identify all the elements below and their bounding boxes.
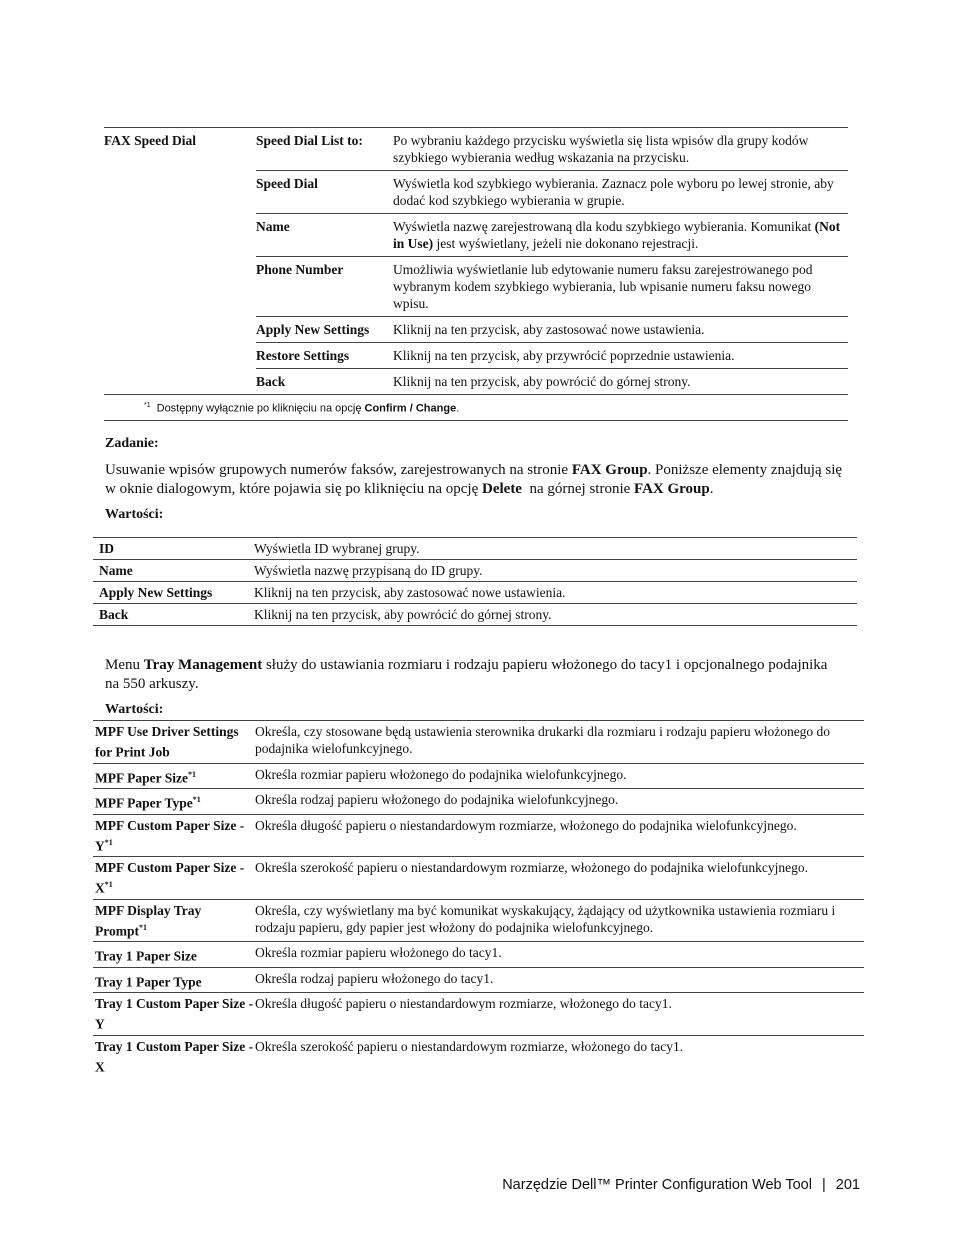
row-value: Kliknij na ten przycisk, aby powrócić do górnej strony. [393,369,848,395]
footnote-mark: *1 [187,769,196,779]
table-row [93,721,864,764]
footnote-mark: *1 [144,402,151,409]
row-value: Kliknij na ten przycisk, aby przywrócić poprzednie ustawienia. [393,343,848,369]
row-key [93,993,255,1036]
row-key [93,942,255,968]
row-key: Restore Settings [256,343,393,369]
table-row [93,763,864,789]
key-text: MPF Custom Paper Size - X [95,860,245,896]
key-text: MPF Use Driver Settings for Print Job [95,724,239,760]
task-paragraph [105,461,845,499]
row-key: Back [93,604,254,626]
footnote-text: Dostępny wyłącznie po kliknięciu na opcję [156,402,365,415]
row-value: Określa, czy stosowane będą ustawienia sterownika drukarki dla rozmiaru i rodzaju papieru włożonego do podajnika wielofunkcyjnego. [255,721,864,764]
row-key: Apply New Settings [256,317,393,343]
fax-speed-dial-table [104,127,848,421]
row-key [93,899,255,942]
table-row [104,128,848,171]
bold-text: FAX Group [571,462,648,478]
value-bold: (Not in Use) [393,219,841,251]
key-text: MPF Paper Type [95,795,193,811]
footnote-mark: *1 [104,880,113,889]
row-key: Speed Dial [256,171,393,214]
row-key [93,814,255,857]
values-label: Wartości: [105,702,164,717]
text: służy do ustawiania rozmiaru i rodzaju papieru włożonego do tacy1 i opcjonalnego podajnika na 550 arkuszy. [105,657,828,692]
table-row [93,1035,864,1077]
row-value: Po wybraniu każdego przycisku wyświetla się lista wpisów dla grupy kodów szybkiego wybierania według wskazania na przycisku. [393,128,848,171]
footnote-row [104,395,848,421]
row-value: Kliknij na ten przycisk, aby zastosować nowe ustawienia. [254,582,857,604]
table-row [93,857,864,900]
footnote-bold: Confirm / Change [364,402,457,415]
row-value: Określa szerokość papieru o niestandardowym rozmiarze, włożonego do tacy1. [255,1035,864,1077]
row-value: Umożliwia wyświetlanie lub edytowanie numeru faksu zarejestrowanego pod wybranym kodem szybkiego wybierania, lub wpisanie numeru faksu nowego wpisu. [393,257,848,317]
text: Usuwanie wpisów grupowych numerów faksów, zarejestrowanych na stronie [105,462,572,478]
footnote-mark: *1 [192,795,201,804]
row-value: Określa rodzaj papieru włożonego do tacy1. [255,967,864,993]
text: Menu [105,657,144,673]
row-key: ID [93,538,254,560]
row-value: Wyświetla kod szybkiego wybierania. Zaznacz pole wyboru po lewej stronie, aby dodać kod szybkiego wybierania w grupie. [393,171,848,214]
tray-management-table [93,720,864,1077]
value-text: jest wyświetlany, jeżeli nie dokonano rejestracji. [433,236,699,251]
row-value: Określa długość papieru o niestandardowym rozmiarze, włożonego do podajnika wielofunkcyjnego. [255,814,864,857]
footer-separator: | [821,1177,826,1193]
row-value: Wyświetla ID wybranej grupy. [254,538,857,560]
key-text: Tray 1 Custom Paper Size - X [95,1038,254,1074]
row-key [93,763,255,789]
values-label: Wartości: [105,507,164,522]
footnote-mark: *1 [139,922,147,932]
row-value: Kliknij na ten przycisk, aby powrócić do górnej strony. [254,604,857,626]
page-footer [502,1177,860,1193]
text: na górnej stronie [521,481,635,497]
key-text: MPF Paper Size [95,770,188,785]
table-row [93,538,857,560]
table-row [93,604,857,626]
row-value: Kliknij na ten przycisk, aby zastosować nowe ustawienia. [393,317,848,343]
table-row [93,899,864,942]
row-key [93,1035,255,1077]
value-text: Wyświetla nazwę zarejestrowaną dla kodu szybkiego wybierania. Komunikat [393,219,815,234]
key-text: MPF Display Tray Prompt [95,902,202,938]
row-value: Określa szerokość papieru o niestandardowym rozmiarze, włożonego do podajnika wielofunkcyjnego. [255,857,864,900]
row-key [93,967,255,993]
key-text: Tray 1 Custom Paper Size - Y [95,996,254,1032]
key-text: Tray 1 Paper Size [95,948,197,964]
footnote-end: . [456,402,460,415]
row-value: Wyświetla nazwę przypisaną do ID grupy. [254,560,857,582]
row-value: Określa rozmiar papieru włożonego do tacy1. [255,942,864,968]
table-row [93,967,864,993]
row-key: Apply New Settings [93,582,254,604]
row-key: Speed Dial List to: [256,128,393,171]
row-value: Określa rozmiar papieru włożonego do podajnika wielofunkcyjnego. [255,763,864,789]
row-key: Name [93,560,254,582]
row-value [393,214,848,257]
key-text: MPF Custom Paper Size - Y [95,817,245,853]
row-key: Phone Number [256,257,393,317]
text: . [709,481,714,497]
table-row [93,560,857,582]
page-number: 201 [835,1177,860,1193]
tray-intro-paragraph [105,656,845,694]
group-delete-table [93,537,857,626]
row-key [93,857,255,900]
row-key: Back [256,369,393,395]
footnote [104,395,848,421]
row-key [93,721,255,764]
text: . Poniższe elementy znajdują się w oknie dialogowym, które pojawia się po kliknięciu na opcję [105,462,843,497]
bold-text: FAX Group [634,481,710,497]
table-row [93,582,857,604]
bold-text: Tray Management [143,657,263,673]
row-value: Określa rodzaj papieru włożonego do podajnika wielofunkcyjnego. [255,789,864,815]
table-row [93,993,864,1036]
category-label: FAX Speed Dial [104,128,256,395]
table-row [93,814,864,857]
task-heading: Zadanie: [105,436,159,451]
row-key: Name [256,214,393,257]
key-text: Tray 1 Paper Type [95,974,202,989]
row-key [93,789,255,815]
footnote-mark: *1 [104,837,113,847]
table-row [93,942,864,968]
row-value: Określa długość papieru o niestandardowym rozmiarze, włożonego do tacy1. [255,993,864,1036]
row-value: Określa, czy wyświetlany ma być komunikat wyskakujący, żądający od użytkownika ustawienia rozmiaru i rodzaju papieru, gdy papier jest włożony do podajnika wielofunkcyjnego. [255,899,864,942]
bold-text: Delete [482,481,522,497]
table-row [93,789,864,815]
footer-title: Narzędzie Dell™ Printer Configuration Web Tool [502,1177,812,1193]
